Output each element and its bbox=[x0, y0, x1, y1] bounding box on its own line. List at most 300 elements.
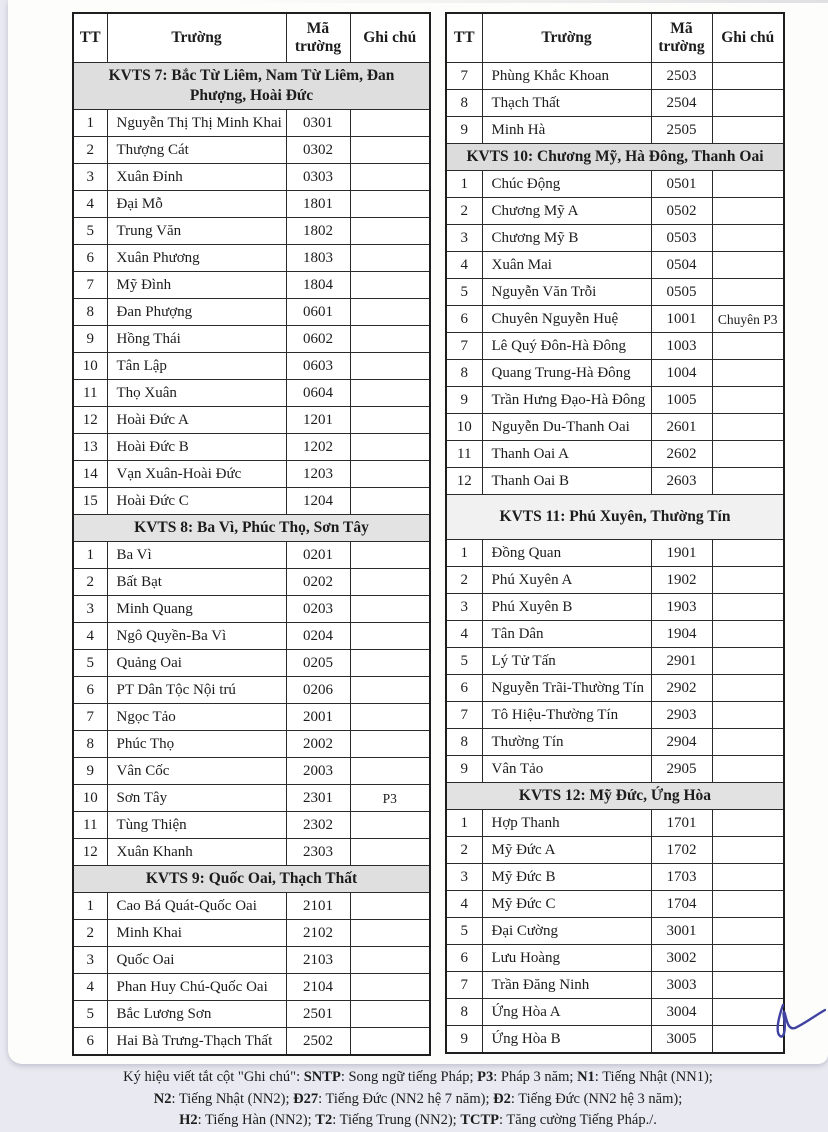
table-row bbox=[73, 434, 430, 461]
footnote-line: H2: Tiếng Hàn (NN2); T2: Tiếng Trung (NN2); TCTP: Tăng cường Tiếng Pháp./. bbox=[179, 1112, 657, 1128]
cell-tt: 4 bbox=[73, 191, 107, 218]
cell-school-name: Đan Phượng bbox=[107, 299, 286, 326]
cell-note bbox=[350, 812, 430, 839]
cell-tt: 8 bbox=[73, 299, 107, 326]
cell-school-code: 1003 bbox=[651, 333, 712, 360]
cell-note bbox=[350, 920, 430, 947]
cell-tt: 5 bbox=[73, 218, 107, 245]
cell-school-name: Bất Bạt bbox=[107, 569, 286, 596]
cell-note bbox=[350, 758, 430, 785]
cell-tt: 8 bbox=[446, 360, 482, 387]
section-title: KVTS 12: Mỹ Đức, Ứng Hòa bbox=[446, 783, 784, 810]
cell-note bbox=[712, 837, 784, 864]
cell-note bbox=[712, 567, 784, 594]
cell-note bbox=[712, 171, 784, 198]
cell-school-code: 0202 bbox=[286, 569, 350, 596]
table-row bbox=[73, 353, 430, 380]
section-header-row bbox=[446, 144, 784, 171]
cell-school-name: Tân Dân bbox=[482, 621, 651, 648]
col-header-note: Ghi chú bbox=[712, 13, 784, 63]
cell-tt: 12 bbox=[73, 839, 107, 866]
cell-note bbox=[712, 441, 784, 468]
cell-school-code: 0302 bbox=[286, 137, 350, 164]
cell-school-code: 2501 bbox=[286, 1001, 350, 1028]
table-row bbox=[446, 864, 784, 891]
cell-school-name: Quảng Oai bbox=[107, 650, 286, 677]
cell-school-code: 1004 bbox=[651, 360, 712, 387]
cell-tt: 4 bbox=[446, 252, 482, 279]
cell-school-name: Hồng Thái bbox=[107, 326, 286, 353]
section-header-row bbox=[446, 495, 784, 540]
cell-tt: 3 bbox=[73, 596, 107, 623]
cell-school-name: Xuân Đỉnh bbox=[107, 164, 286, 191]
cell-tt: 8 bbox=[73, 731, 107, 758]
cell-school-code: 0201 bbox=[286, 542, 350, 569]
table-row bbox=[73, 110, 430, 137]
cell-school-code: 0205 bbox=[286, 650, 350, 677]
cell-note bbox=[712, 594, 784, 621]
cell-school-name: Xuân Mai bbox=[482, 252, 651, 279]
cell-tt: 15 bbox=[73, 488, 107, 515]
cell-tt: 3 bbox=[446, 864, 482, 891]
cell-note bbox=[712, 117, 784, 144]
cell-tt: 6 bbox=[73, 245, 107, 272]
cell-note bbox=[712, 198, 784, 225]
cell-school-name: Nguyễn Trãi-Thường Tín bbox=[482, 675, 651, 702]
cell-school-code: 1201 bbox=[286, 407, 350, 434]
cell-note bbox=[712, 63, 784, 90]
cell-school-name: Thọ Xuân bbox=[107, 380, 286, 407]
cell-school-name: Thanh Oai B bbox=[482, 468, 651, 495]
left-table-body bbox=[73, 63, 430, 1056]
cell-school-name: Lưu Hoàng bbox=[482, 945, 651, 972]
cell-tt: 2 bbox=[73, 920, 107, 947]
header-row bbox=[446, 13, 784, 63]
cell-school-name: Minh Hà bbox=[482, 117, 651, 144]
table-row bbox=[73, 326, 430, 353]
cell-tt: 4 bbox=[73, 974, 107, 1001]
cell-school-code: 2603 bbox=[651, 468, 712, 495]
cell-school-name: Minh Quang bbox=[107, 596, 286, 623]
cell-tt: 10 bbox=[446, 414, 482, 441]
section-header-row bbox=[73, 866, 430, 893]
cell-school-code: 2002 bbox=[286, 731, 350, 758]
cell-tt: 4 bbox=[446, 891, 482, 918]
cell-tt: 8 bbox=[446, 999, 482, 1026]
cell-tt: 1 bbox=[73, 110, 107, 137]
cell-school-name: Ngọc Tảo bbox=[107, 704, 286, 731]
cell-school-name: Phan Huy Chú-Quốc Oai bbox=[107, 974, 286, 1001]
table-row bbox=[73, 839, 430, 866]
cell-school-name: Ứng Hòa A bbox=[482, 999, 651, 1026]
cell-note bbox=[712, 468, 784, 495]
cell-tt: 9 bbox=[446, 117, 482, 144]
table-row bbox=[73, 380, 430, 407]
table-row bbox=[73, 974, 430, 1001]
cell-school-name: Sơn Tây bbox=[107, 785, 286, 812]
table-row bbox=[446, 918, 784, 945]
cell-school-code: 2104 bbox=[286, 974, 350, 1001]
cell-school-name: Mỹ Đức A bbox=[482, 837, 651, 864]
cell-note bbox=[712, 387, 784, 414]
cell-school-name: Minh Khai bbox=[107, 920, 286, 947]
cell-tt: 10 bbox=[73, 785, 107, 812]
table-row bbox=[73, 299, 430, 326]
cell-school-name: Xuân Phương bbox=[107, 245, 286, 272]
cell-tt: 5 bbox=[446, 648, 482, 675]
cell-note bbox=[350, 947, 430, 974]
table-row bbox=[446, 702, 784, 729]
cell-tt: 9 bbox=[446, 387, 482, 414]
cell-school-code: 1804 bbox=[286, 272, 350, 299]
table-row bbox=[73, 596, 430, 623]
cell-note bbox=[712, 810, 784, 837]
cell-school-name: Thanh Oai A bbox=[482, 441, 651, 468]
cell-note bbox=[350, 380, 430, 407]
cell-school-code: 2102 bbox=[286, 920, 350, 947]
cell-tt: 4 bbox=[446, 621, 482, 648]
cell-note bbox=[712, 972, 784, 999]
cell-tt: 6 bbox=[446, 945, 482, 972]
table-row bbox=[73, 650, 430, 677]
table-row bbox=[73, 218, 430, 245]
table-row bbox=[446, 891, 784, 918]
cell-note bbox=[712, 225, 784, 252]
cell-school-code: 2001 bbox=[286, 704, 350, 731]
cell-note bbox=[712, 279, 784, 306]
cell-school-code: 2902 bbox=[651, 675, 712, 702]
cell-school-code: 2503 bbox=[651, 63, 712, 90]
table-row bbox=[73, 947, 430, 974]
cell-school-name: Quốc Oai bbox=[107, 947, 286, 974]
cell-note bbox=[350, 164, 430, 191]
cell-school-name: Mỹ Đức B bbox=[482, 864, 651, 891]
col-header-tt: TT bbox=[446, 13, 482, 63]
cell-note: P3 bbox=[350, 785, 430, 812]
cell-school-code: 1903 bbox=[651, 594, 712, 621]
table-row bbox=[446, 621, 784, 648]
cell-note bbox=[350, 623, 430, 650]
cell-note bbox=[350, 461, 430, 488]
cell-school-code: 2905 bbox=[651, 756, 712, 783]
scan-edge-artifact bbox=[228, 0, 828, 3]
cell-note bbox=[712, 945, 784, 972]
cell-school-name: Phúc Thọ bbox=[107, 731, 286, 758]
table-row bbox=[446, 468, 784, 495]
cell-school-name: Lê Quý Đôn-Hà Đông bbox=[482, 333, 651, 360]
table-row bbox=[73, 1001, 430, 1028]
col-header-code: Mã trường bbox=[286, 13, 350, 63]
cell-school-name: Hai Bà Trưng-Thạch Thất bbox=[107, 1028, 286, 1056]
cell-tt: 13 bbox=[73, 434, 107, 461]
cell-school-code: 0502 bbox=[651, 198, 712, 225]
cell-school-code: 0303 bbox=[286, 164, 350, 191]
cell-school-name: Nguyễn Thị Thị Minh Khai bbox=[107, 110, 286, 137]
cell-school-name: Hoài Đức B bbox=[107, 434, 286, 461]
table-row bbox=[73, 569, 430, 596]
cell-school-code: 1901 bbox=[651, 540, 712, 567]
cell-note bbox=[350, 704, 430, 731]
cell-note bbox=[350, 137, 430, 164]
table-row bbox=[73, 137, 430, 164]
cell-tt: 1 bbox=[446, 171, 482, 198]
cell-school-code: 3001 bbox=[651, 918, 712, 945]
cell-tt: 6 bbox=[446, 306, 482, 333]
cell-school-code: 0501 bbox=[651, 171, 712, 198]
table-row bbox=[446, 387, 784, 414]
cell-school-code: 1803 bbox=[286, 245, 350, 272]
cell-school-name: Quang Trung-Hà Đông bbox=[482, 360, 651, 387]
cell-school-name: Chương Mỹ B bbox=[482, 225, 651, 252]
cell-tt: 7 bbox=[446, 702, 482, 729]
table-row bbox=[446, 360, 784, 387]
table-row bbox=[446, 729, 784, 756]
cell-school-name: Chương Mỹ A bbox=[482, 198, 651, 225]
cell-note bbox=[712, 729, 784, 756]
table-row bbox=[446, 972, 784, 999]
cell-tt: 6 bbox=[446, 675, 482, 702]
cell-school-code: 0504 bbox=[651, 252, 712, 279]
cell-school-name: Đại Cường bbox=[482, 918, 651, 945]
cell-school-code: 3005 bbox=[651, 1026, 712, 1054]
table-row bbox=[73, 677, 430, 704]
cell-school-code: 0301 bbox=[286, 110, 350, 137]
cell-school-code: 0601 bbox=[286, 299, 350, 326]
section-title: KVTS 8: Ba Vì, Phúc Thọ, Sơn Tây bbox=[73, 515, 430, 542]
cell-school-name: Nguyễn Văn Trỗi bbox=[482, 279, 651, 306]
cell-tt: 1 bbox=[446, 810, 482, 837]
cell-school-name: Ngô Quyền-Ba Vì bbox=[107, 623, 286, 650]
cell-school-code: 2302 bbox=[286, 812, 350, 839]
cell-note bbox=[350, 326, 430, 353]
table-row bbox=[446, 171, 784, 198]
col-header-school: Trường bbox=[482, 13, 651, 63]
table-row bbox=[446, 414, 784, 441]
signature-ink-mark bbox=[768, 1002, 826, 1046]
cell-school-code: 2901 bbox=[651, 648, 712, 675]
cell-school-name: Nguyễn Du-Thanh Oai bbox=[482, 414, 651, 441]
cell-note bbox=[350, 974, 430, 1001]
cell-tt: 7 bbox=[446, 972, 482, 999]
table-row bbox=[446, 63, 784, 90]
cell-school-name: Thạch Thất bbox=[482, 90, 651, 117]
footnote bbox=[8, 1067, 828, 1132]
cell-tt: 1 bbox=[73, 542, 107, 569]
cell-note bbox=[712, 540, 784, 567]
cell-tt: 11 bbox=[446, 441, 482, 468]
cell-school-name: Mỹ Đức C bbox=[482, 891, 651, 918]
cell-school-name: Tô Hiệu-Thường Tín bbox=[482, 702, 651, 729]
cell-tt: 2 bbox=[73, 137, 107, 164]
cell-school-name: Vân Cốc bbox=[107, 758, 286, 785]
table-row bbox=[446, 333, 784, 360]
cell-tt: 2 bbox=[446, 198, 482, 225]
cell-school-code: 2502 bbox=[286, 1028, 350, 1056]
cell-note bbox=[350, 488, 430, 515]
cell-tt: 3 bbox=[446, 225, 482, 252]
cell-school-code: 1802 bbox=[286, 218, 350, 245]
cell-school-code: 1001 bbox=[651, 306, 712, 333]
table-row bbox=[73, 542, 430, 569]
cell-note bbox=[350, 110, 430, 137]
cell-school-code: 2103 bbox=[286, 947, 350, 974]
cell-school-code: 2601 bbox=[651, 414, 712, 441]
table-row bbox=[446, 810, 784, 837]
cell-school-code: 2505 bbox=[651, 117, 712, 144]
table-row bbox=[73, 407, 430, 434]
cell-school-name: Tùng Thiện bbox=[107, 812, 286, 839]
table-row bbox=[73, 758, 430, 785]
cell-note bbox=[350, 299, 430, 326]
table-row bbox=[446, 594, 784, 621]
cell-school-name: Chúc Động bbox=[482, 171, 651, 198]
cell-school-code: 1204 bbox=[286, 488, 350, 515]
school-table-right bbox=[445, 12, 785, 1054]
cell-tt: 5 bbox=[73, 650, 107, 677]
table-row bbox=[73, 812, 430, 839]
table-row bbox=[446, 198, 784, 225]
table-row bbox=[73, 920, 430, 947]
cell-school-code: 2904 bbox=[651, 729, 712, 756]
cell-note bbox=[712, 252, 784, 279]
cell-school-code: 0603 bbox=[286, 353, 350, 380]
cell-school-name: Chuyên Nguyễn Huệ bbox=[482, 306, 651, 333]
cell-school-name: Bắc Lương Sơn bbox=[107, 1001, 286, 1028]
table-row bbox=[446, 999, 784, 1026]
cell-note bbox=[712, 756, 784, 783]
table-row bbox=[446, 225, 784, 252]
section-header-row bbox=[446, 783, 784, 810]
cell-note bbox=[712, 702, 784, 729]
cell-note: Chuyên P3 bbox=[712, 306, 784, 333]
cell-note bbox=[350, 650, 430, 677]
col-header-school: Trường bbox=[107, 13, 286, 63]
cell-school-code: 0604 bbox=[286, 380, 350, 407]
cell-school-name: Thường Tín bbox=[482, 729, 651, 756]
cell-school-code: 1801 bbox=[286, 191, 350, 218]
cell-tt: 12 bbox=[446, 468, 482, 495]
section-title: KVTS 11: Phú Xuyên, Thường Tín bbox=[446, 495, 784, 540]
cell-school-code: 1701 bbox=[651, 810, 712, 837]
cell-note bbox=[712, 891, 784, 918]
cell-school-name: Ứng Hòa B bbox=[482, 1026, 651, 1054]
cell-tt: 4 bbox=[73, 623, 107, 650]
cell-tt: 2 bbox=[73, 569, 107, 596]
col-header-code: Mã trường bbox=[651, 13, 712, 63]
cell-note bbox=[712, 675, 784, 702]
cell-school-code: 2003 bbox=[286, 758, 350, 785]
cell-school-code: 2602 bbox=[651, 441, 712, 468]
cell-school-code: 2903 bbox=[651, 702, 712, 729]
cell-note bbox=[712, 864, 784, 891]
table-row bbox=[73, 1028, 430, 1056]
table-row bbox=[446, 1026, 784, 1054]
cell-tt: 7 bbox=[73, 272, 107, 299]
cell-tt: 12 bbox=[73, 407, 107, 434]
table-row bbox=[73, 191, 430, 218]
cell-note bbox=[350, 191, 430, 218]
cell-school-code: 1703 bbox=[651, 864, 712, 891]
cell-school-code: 0203 bbox=[286, 596, 350, 623]
cell-school-code: 0602 bbox=[286, 326, 350, 353]
cell-note bbox=[350, 542, 430, 569]
cell-school-name: Trần Đăng Ninh bbox=[482, 972, 651, 999]
cell-note bbox=[712, 90, 784, 117]
cell-school-name: Hợp Thanh bbox=[482, 810, 651, 837]
cell-note bbox=[712, 333, 784, 360]
cell-tt: 9 bbox=[446, 756, 482, 783]
table-header bbox=[73, 13, 430, 63]
cell-school-name: Ba Vì bbox=[107, 542, 286, 569]
cell-note bbox=[350, 731, 430, 758]
cell-tt: 3 bbox=[446, 594, 482, 621]
cell-school-code: 1005 bbox=[651, 387, 712, 414]
table-row bbox=[73, 488, 430, 515]
cell-tt: 6 bbox=[73, 1028, 107, 1056]
cell-note bbox=[350, 353, 430, 380]
table-row bbox=[446, 252, 784, 279]
cell-school-name: PT Dân Tộc Nội trú bbox=[107, 677, 286, 704]
table-row bbox=[446, 756, 784, 783]
cell-note bbox=[712, 918, 784, 945]
cell-note bbox=[350, 677, 430, 704]
cell-school-name: Cao Bá Quát-Quốc Oai bbox=[107, 893, 286, 920]
cell-tt: 7 bbox=[73, 704, 107, 731]
cell-school-name: Trần Hưng Đạo-Hà Đông bbox=[482, 387, 651, 414]
cell-school-name: Vân Tảo bbox=[482, 756, 651, 783]
table-row bbox=[446, 837, 784, 864]
cell-note bbox=[350, 1001, 430, 1028]
cell-school-code: 3003 bbox=[651, 972, 712, 999]
cell-tt: 14 bbox=[73, 461, 107, 488]
cell-tt: 9 bbox=[446, 1026, 482, 1054]
cell-note bbox=[350, 569, 430, 596]
cell-note bbox=[712, 360, 784, 387]
cell-school-code: 0503 bbox=[651, 225, 712, 252]
table-row bbox=[73, 164, 430, 191]
cell-school-code: 2504 bbox=[651, 90, 712, 117]
cell-school-name: Thượng Cát bbox=[107, 137, 286, 164]
table-row bbox=[446, 90, 784, 117]
cell-tt: 8 bbox=[446, 90, 482, 117]
table-row bbox=[73, 893, 430, 920]
cell-school-code: 0204 bbox=[286, 623, 350, 650]
section-title: KVTS 10: Chương Mỹ, Hà Đông, Thanh Oai bbox=[446, 144, 784, 171]
cell-note bbox=[712, 648, 784, 675]
cell-tt: 3 bbox=[73, 947, 107, 974]
cell-note bbox=[350, 893, 430, 920]
cell-school-name: Đại Mỗ bbox=[107, 191, 286, 218]
cell-note bbox=[712, 621, 784, 648]
cell-note bbox=[350, 596, 430, 623]
cell-school-code: 0206 bbox=[286, 677, 350, 704]
table-header bbox=[446, 13, 784, 63]
table-row bbox=[446, 441, 784, 468]
cell-school-code: 1702 bbox=[651, 837, 712, 864]
cell-tt: 1 bbox=[446, 540, 482, 567]
cell-school-name: Đồng Quan bbox=[482, 540, 651, 567]
section-title: KVTS 9: Quốc Oai, Thạch Thất bbox=[73, 866, 430, 893]
section-title: KVTS 7: Bắc Từ Liêm, Nam Từ Liêm, Đan Phượng, Hoài Đức bbox=[73, 63, 430, 110]
section-header-row bbox=[73, 63, 430, 110]
cell-tt: 11 bbox=[73, 380, 107, 407]
cell-tt: 7 bbox=[446, 63, 482, 90]
cell-tt: 9 bbox=[73, 326, 107, 353]
footnote-line: Ký hiệu viết tắt cột "Ghi chú": SNTP: Song ngữ tiếng Pháp; P3: Pháp 3 năm; N1: Tiếng Nhật (NN1); bbox=[123, 1069, 713, 1085]
section-header-row bbox=[73, 515, 430, 542]
tables-container bbox=[8, 0, 828, 1056]
cell-note bbox=[350, 272, 430, 299]
